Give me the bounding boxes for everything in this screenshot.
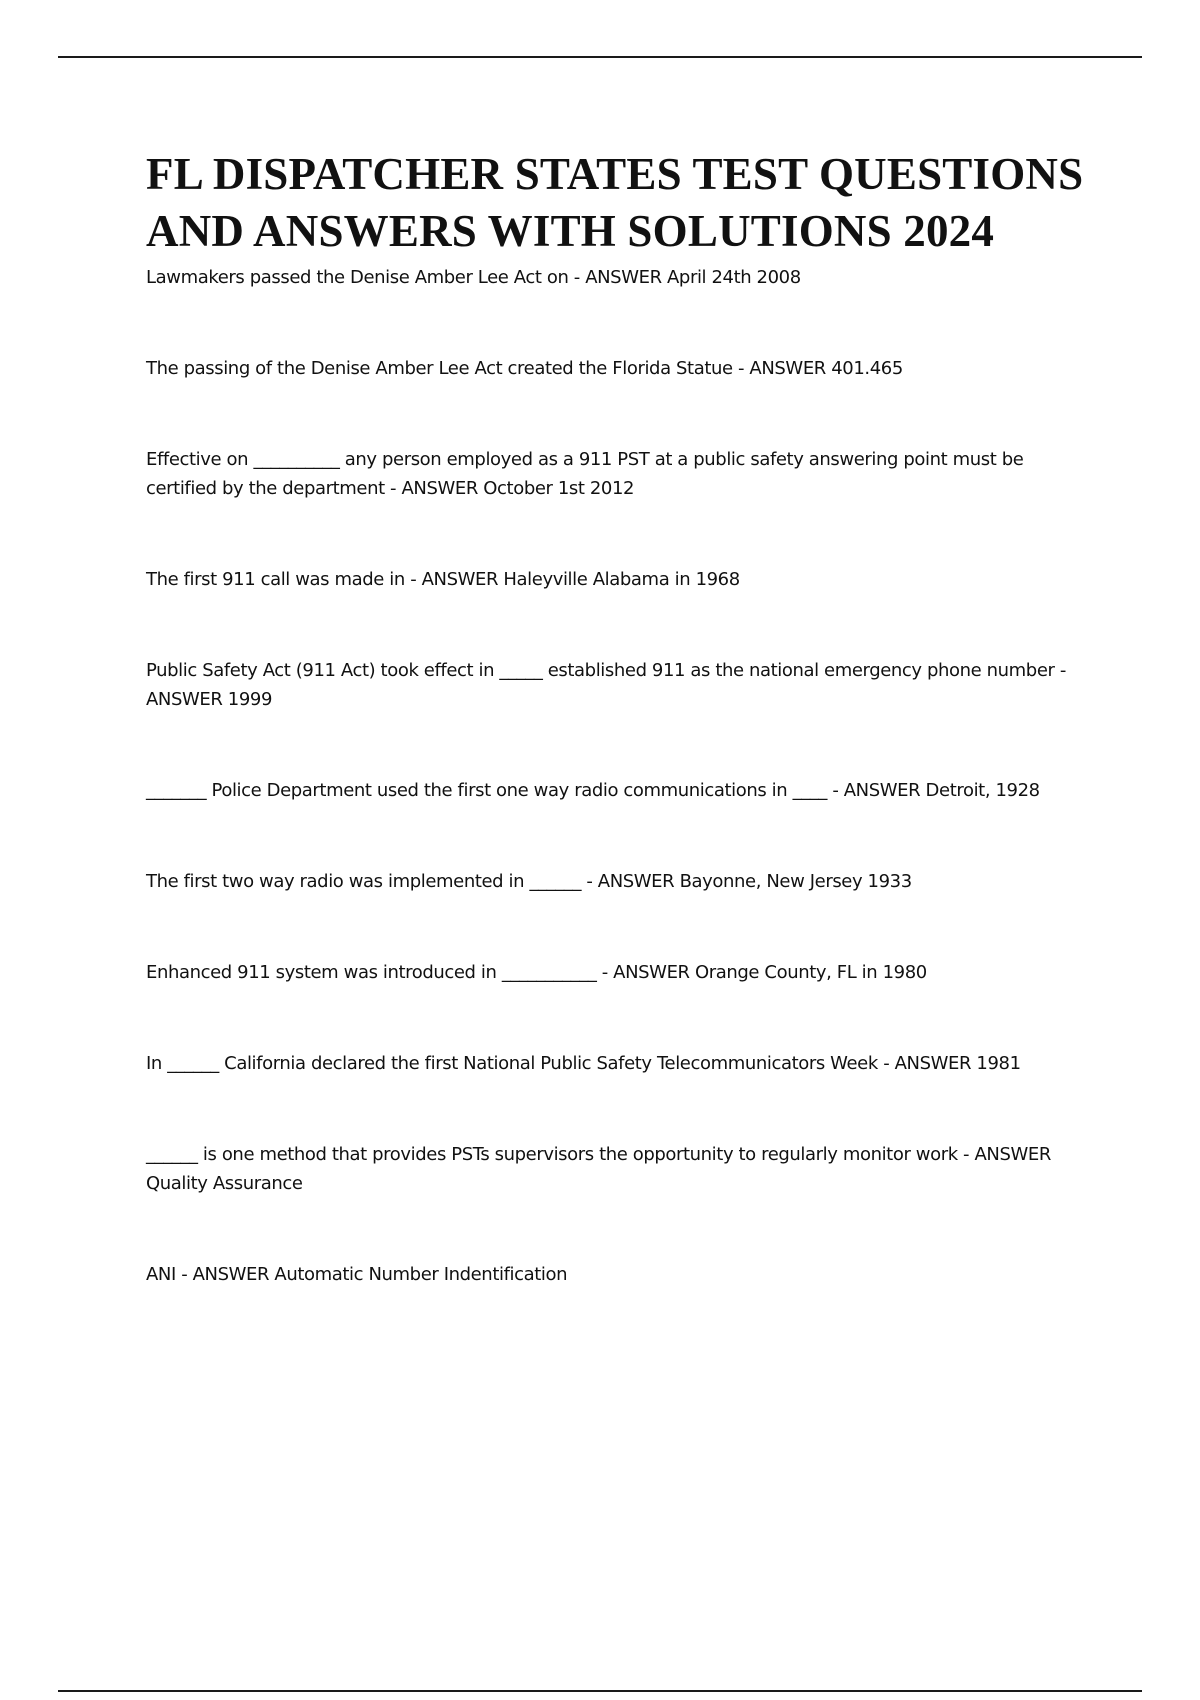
qa-item: In ______ California declared the first National Public Safety Telecommunicators Week - ANSWER 1981	[146, 1053, 1021, 1074]
qa-item: The passing of the Denise Amber Lee Act created the Florida Statue - ANSWER 401.465	[146, 358, 903, 379]
qa-item: ______ is one method that provides PSTs supervisors the opportunity to regularly monitor work - ANSWER Quality Assurance	[146, 1144, 1051, 1194]
document-title: FL DISPATCHER STATES TEST QUESTIONS AND ANSWERS WITH SOLUTIONS 2024	[146, 149, 1084, 256]
qa-list	[146, 263, 1086, 1289]
qa-item: The first 911 call was made in - ANSWER Haleyville Alabama in 1968	[146, 569, 740, 590]
qa-item: Lawmakers passed the Denise Amber Lee Act on - ANSWER April 24th 2008	[146, 267, 801, 288]
top-rule	[58, 56, 1142, 58]
qa-item: The first two way radio was implemented in ______ - ANSWER Bayonne, New Jersey 1933	[146, 871, 912, 892]
bottom-rule	[58, 1690, 1142, 1692]
document-page	[146, 146, 1086, 1351]
qa-item: Enhanced 911 system was introduced in ___________ - ANSWER Orange County, FL in 1980	[146, 962, 927, 983]
qa-item: ANI - ANSWER Automatic Number Indentification	[146, 1264, 568, 1285]
qa-item: Effective on __________ any person employed as a 911 PST at a public safety answering point must be certified by the department - ANSWER October 1st 2012	[146, 449, 1024, 499]
qa-item: Public Safety Act (911 Act) took effect in _____ established 911 as the national emergency phone number - ANSWER 1999	[146, 660, 1066, 710]
qa-item: _______ Police Department used the first one way radio communications in ____ - ANSWER Detroit, 1928	[146, 780, 1040, 801]
